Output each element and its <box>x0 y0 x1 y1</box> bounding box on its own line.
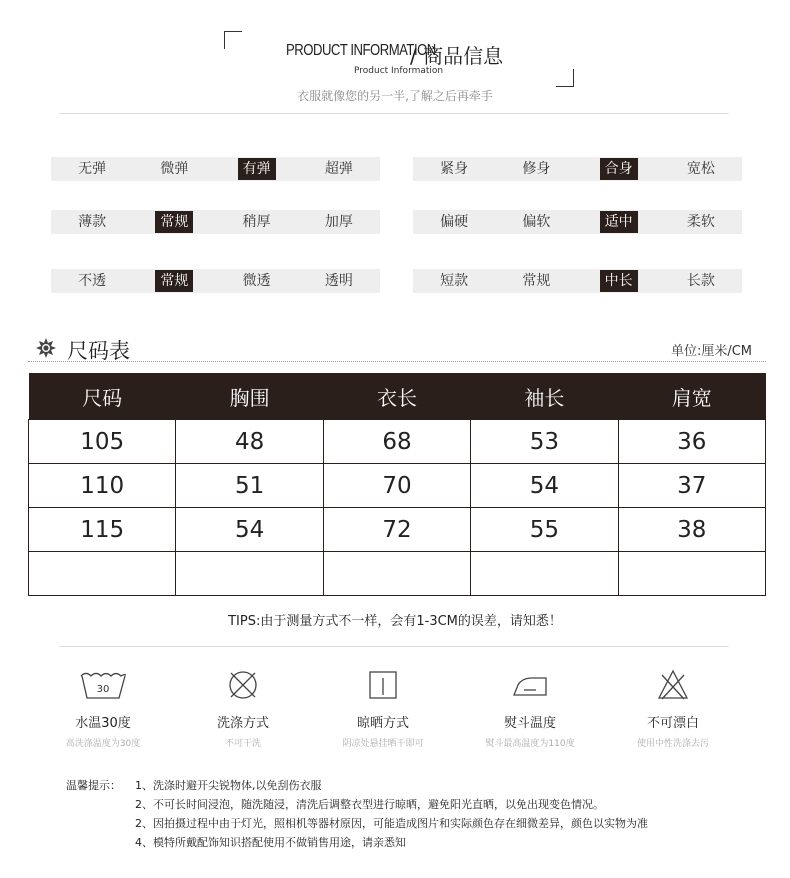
header-divider <box>59 113 729 114</box>
care-item-washing-method <box>178 668 308 749</box>
table-cell: 72 <box>323 508 470 552</box>
attribute-group <box>51 157 380 181</box>
care-label: 洗涤方式 <box>216 716 269 731</box>
care-sub: 不可干洗 <box>224 739 261 749</box>
attribute-option-label: 紧身 <box>440 161 469 177</box>
notes-item: 4、模特所戴配饰知识搭配使用不做销售用途，请亲悉知 <box>135 836 406 849</box>
table-cell: 110 <box>29 464 176 508</box>
attribute-option-label: 宽松 <box>686 161 715 177</box>
table-row <box>29 552 766 596</box>
table-cell: 38 <box>618 508 765 552</box>
attribute-option <box>578 269 660 293</box>
attribute-option-selected: 合身 <box>600 158 638 180</box>
attribute-option-label: 偏软 <box>522 214 551 230</box>
title-chinese: / 商品信息 <box>410 44 504 68</box>
table-cell: 54 <box>176 508 323 552</box>
no-tumble-dry-icon <box>226 668 260 702</box>
attribute-option-label: 短款 <box>440 273 469 289</box>
table-cell: 68 <box>323 420 470 464</box>
attribute-option-label: 长款 <box>686 273 715 289</box>
attribute-option <box>51 157 133 181</box>
care-label: 不可漂白 <box>646 716 699 731</box>
notes-list <box>135 776 648 852</box>
table-cell <box>29 552 176 596</box>
care-label: 晾晒方式 <box>356 716 409 731</box>
attribute-option-selected: 常规 <box>155 211 193 233</box>
attribute-option <box>133 210 215 234</box>
size-table <box>28 373 766 596</box>
tips-text: TIPS:由于测量方式不一样，会有1-3CM的误差，请知悉！ <box>228 614 562 629</box>
attribute-option <box>133 157 215 181</box>
wash-temp-symbol: 30 <box>96 684 110 695</box>
care-sub: 高洗涤温度为30度 <box>65 739 141 749</box>
table-cell: 53 <box>471 420 618 464</box>
title-english: PRODUCT INFORMATION <box>286 42 436 59</box>
column-header: 尺码 <box>29 373 176 420</box>
size-chart-title: 尺码表 <box>67 339 130 363</box>
column-header: 胸围 <box>176 373 323 420</box>
care-sub: 阴凉处悬挂晒干即可 <box>342 739 424 749</box>
column-header: 衣长 <box>323 373 470 420</box>
attribute-option <box>495 269 577 293</box>
attribute-option <box>413 269 495 293</box>
attribute-option <box>298 269 380 293</box>
corner-bracket-bottom-right <box>556 69 574 87</box>
size-chart-unit: 单位:厘米/CM <box>670 344 752 359</box>
attribute-option <box>51 210 133 234</box>
attribute-group <box>51 269 380 293</box>
attribute-group <box>413 210 742 234</box>
title-subtitle: Product Information <box>354 66 444 76</box>
attribute-option <box>413 157 495 181</box>
attribute-group <box>413 157 742 181</box>
attribute-option-selected: 常规 <box>155 270 193 292</box>
tagline: 衣服就像您的另一半,了解之后再牵手 <box>297 89 493 103</box>
attribute-option-selected: 适中 <box>600 211 638 233</box>
attribute-option <box>298 210 380 234</box>
notes-label: 温馨提示： <box>66 779 121 792</box>
wash-30-icon <box>78 668 128 702</box>
attribute-option-label: 不透 <box>78 273 107 289</box>
attribute-option-label: 薄款 <box>78 214 107 230</box>
attribute-option <box>495 210 577 234</box>
table-cell: 105 <box>29 420 176 464</box>
care-item-ironing <box>465 668 595 749</box>
attribute-option <box>216 269 298 293</box>
attribute-option <box>495 157 577 181</box>
column-header: 肩宽 <box>618 373 765 420</box>
table-cell: 37 <box>618 464 765 508</box>
dotted-divider <box>28 361 766 362</box>
line-dry-icon <box>366 668 400 702</box>
attribute-option <box>660 210 742 234</box>
attribute-option-label: 柔软 <box>686 214 715 230</box>
attribute-option-label: 修身 <box>522 161 551 177</box>
attribute-option-label: 无弹 <box>78 161 107 177</box>
attribute-option-label: 透明 <box>324 273 353 289</box>
care-sub: 熨斗最高温度为110度 <box>485 739 575 749</box>
care-item-drying <box>318 668 448 749</box>
corner-bracket-top-left <box>224 31 242 49</box>
attribute-option <box>660 157 742 181</box>
attribute-option <box>216 157 298 181</box>
attribute-option <box>298 157 380 181</box>
table-cell <box>176 552 323 596</box>
attribute-option-selected: 有弹 <box>238 158 276 180</box>
table-cell <box>471 552 618 596</box>
table-cell: 51 <box>176 464 323 508</box>
attribute-option <box>413 210 495 234</box>
iron-icon <box>508 668 552 702</box>
attribute-group <box>413 269 742 293</box>
attribute-option <box>578 157 660 181</box>
table-cell: 54 <box>471 464 618 508</box>
notes-item: 2、因拍摄过程中由于灯光，照相机等器材原因，可能造成图片和实际颜色存在细微差异，颜色以实物为准 <box>135 817 648 830</box>
column-header: 袖长 <box>471 373 618 420</box>
attribute-option <box>660 269 742 293</box>
no-bleach-icon <box>656 668 690 702</box>
table-row <box>29 464 766 508</box>
notes-item: 2、不可长时间浸泡，随洗随浸，清洗后调整衣型进行晾晒，避免阳光直晒，以免出现变色情况。 <box>135 798 604 811</box>
table-cell <box>618 552 765 596</box>
attribute-option-label: 微弹 <box>160 161 189 177</box>
care-sub: 使用中性洗涤去污 <box>636 739 709 749</box>
attribute-option <box>51 269 133 293</box>
attribute-group <box>51 210 380 234</box>
attribute-option <box>133 269 215 293</box>
care-label: 水温30度 <box>75 716 131 731</box>
attribute-option-label: 常规 <box>522 273 551 289</box>
table-row <box>29 420 766 464</box>
care-item-bleach <box>608 668 738 749</box>
attribute-option-label: 微透 <box>242 273 271 289</box>
table-cell: 48 <box>176 420 323 464</box>
attribute-option-selected: 中长 <box>600 270 638 292</box>
table-cell: 55 <box>471 508 618 552</box>
notes-item: 1、洗涤时避开尖锐物体,以免刮伤衣服 <box>135 779 322 792</box>
attribute-option-label: 超弹 <box>324 161 353 177</box>
table-cell: 115 <box>29 508 176 552</box>
table-cell: 36 <box>618 420 765 464</box>
table-header-row <box>29 373 766 420</box>
table-cell <box>323 552 470 596</box>
table-row <box>29 508 766 552</box>
attribute-option-label: 稍厚 <box>242 214 271 230</box>
care-item-wash <box>38 668 168 749</box>
attribute-option <box>578 210 660 234</box>
tips-divider <box>59 646 729 647</box>
table-cell: 70 <box>323 464 470 508</box>
attribute-option-label: 偏硬 <box>440 214 469 230</box>
attribute-option-label: 加厚 <box>324 214 353 230</box>
care-label: 熨斗温度 <box>503 716 556 731</box>
sun-icon <box>36 338 56 358</box>
attribute-option <box>216 210 298 234</box>
